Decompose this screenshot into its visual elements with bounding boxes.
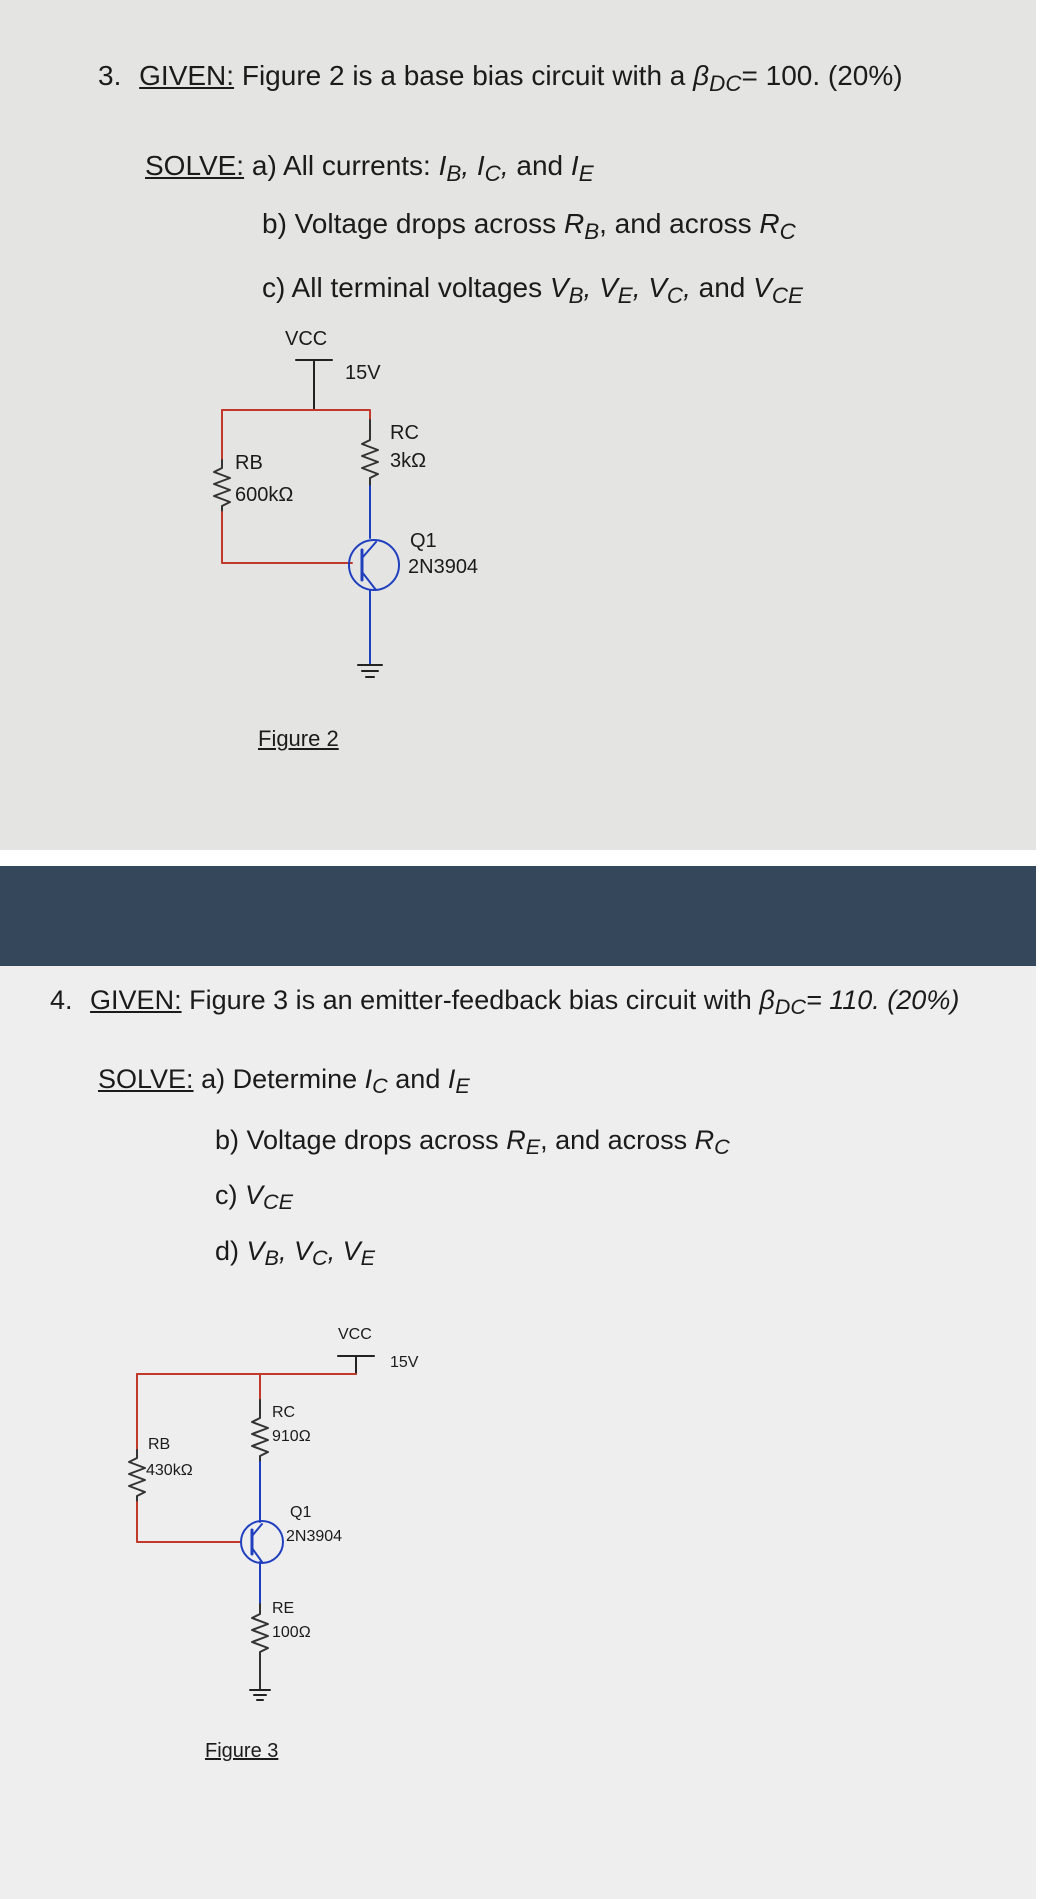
problem4-number: 4. <box>50 985 73 1015</box>
fig2-base-wire <box>222 512 352 563</box>
problem4-c-text: c) <box>215 1180 238 1210</box>
problem3-b-text: b) Voltage drops across <box>262 208 557 239</box>
fig3-q-label: Q1 <box>290 1504 312 1521</box>
fig2-rb-zigzag <box>214 460 230 512</box>
problem4-given-label: GIVEN: <box>90 985 182 1015</box>
problem4-b-text: b) Voltage drops across <box>215 1125 499 1155</box>
fig3-rc-value: 910Ω <box>272 1428 311 1445</box>
fig3-rc-label: RC <box>272 1404 296 1421</box>
fig3-transistor-emitter <box>252 1548 262 1562</box>
problem4-given-text: Figure 3 is an emitter-feedback bias circuit with <box>189 985 752 1015</box>
fig2-q-label: Q1 <box>410 530 437 552</box>
fig3-top-rail <box>260 1374 356 1400</box>
problem4-d-text: d) <box>215 1236 240 1266</box>
fig2-transistor-body <box>349 540 399 590</box>
figure2-schematic <box>214 360 399 677</box>
fig3-re-zigzag <box>252 1604 268 1690</box>
fig2-rb-value: 600kΩ <box>235 484 294 506</box>
fig3-base-wire <box>137 1502 240 1542</box>
fig2-transistor-collector <box>362 542 376 558</box>
fig3-q-part: 2N3904 <box>286 1528 343 1545</box>
figure3-schematic <box>129 1356 374 1700</box>
fig2-rc-value: 3kΩ <box>390 450 427 472</box>
fig2-caption: Figure 2 <box>258 726 339 751</box>
fig3-re-value: 100Ω <box>272 1624 311 1641</box>
fig3-rb-value: 430kΩ <box>146 1462 193 1479</box>
fig3-re-label: RE <box>272 1600 295 1617</box>
fig3-caption: Figure 3 <box>205 1740 279 1762</box>
fig2-top-rail <box>222 410 370 420</box>
fig2-vcc-value: 15V <box>345 362 381 384</box>
problem4-given-tail: = 110. (20%) <box>805 985 960 1015</box>
problem3-given-label: GIVEN: <box>139 60 235 91</box>
fig2-q-part: 2N3904 <box>408 556 479 578</box>
problem3-given-text: Figure 2 is a base bias circuit with a <box>241 60 686 91</box>
problem3-number: 3. <box>98 60 122 91</box>
fig3-vcc-label: VCC <box>338 1326 372 1343</box>
problem4-solve-label: SOLVE: <box>98 1064 194 1094</box>
problem3-b-vars: RB, and across RC <box>563 208 796 244</box>
problem4-d-vars: $V_B$, $V_C$, $V_E$ <box>246 1236 375 1271</box>
problem4-b-vars: $R_E$, and across $R_C$ <box>506 1125 730 1160</box>
problem3-given-tail: = 100. (20%) <box>741 60 903 91</box>
problem4-a-text: a) Determine <box>201 1064 358 1094</box>
problem3-c-vars: VB, VE, VC, and VCE <box>549 272 803 308</box>
problem3-a-text: a) All currents: <box>251 150 431 181</box>
fig2-rc-label: RC <box>390 422 419 444</box>
fig3-rc-zigzag <box>252 1400 268 1462</box>
fig2-rb-label: RB <box>235 452 263 474</box>
fig2-vcc-label: VCC <box>285 328 328 350</box>
problem4-a-vars: $I_C$ and $I_E$ <box>364 1064 470 1099</box>
problem3-solve-label: SOLVE: <box>145 150 245 181</box>
problem4-beta-symbol: $\beta_{DC}$ <box>759 985 806 1020</box>
problem3-c-text: c) All terminal voltages <box>262 272 543 303</box>
fig3-rb-label: RB <box>148 1436 171 1453</box>
fig2-rc-zigzag <box>362 420 378 486</box>
fig3-transistor-body <box>241 1521 283 1563</box>
fig3-vcc-value: 15V <box>390 1354 419 1371</box>
problem3-beta-symbol: βDC <box>693 60 742 96</box>
fig3-rb-zigzag <box>129 1450 145 1502</box>
problem4-c-vars: $V_{CE}$ <box>245 1180 294 1215</box>
problem3-a-vars: IB, IC, and IE <box>438 150 594 186</box>
